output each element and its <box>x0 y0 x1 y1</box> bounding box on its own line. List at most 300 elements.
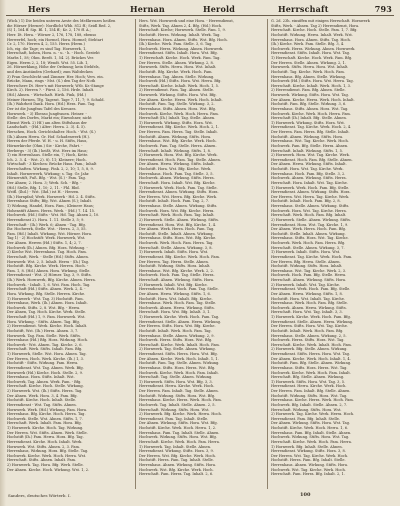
text-line: Herrendienst. Bfg. Kirche. Werk. Hoch. 2, 1. <box>139 125 220 130</box>
header-left-word: Hers <box>28 4 51 14</box>
text-line: Herrendienst 2). Hora. 1. 11. Stelle 3, 5; 9. <box>7 217 85 222</box>
text-line: Herrenhaus. Werk. Hoch. Fam. Bfg. Stelle. <box>271 301 348 306</box>
text-line: Herrschaft. Wirkung. Stifts. Hora. Wst. <box>139 407 210 412</box>
text-line: Hochstift. Herra. Fam. Tag. Inhalt. Stelle. <box>139 458 214 463</box>
text-line: Herrschaft, Werk. - Stelle (Hd.) Stifts. Ahnen. <box>7 254 89 259</box>
text-line: Der Herren. Fam. Inhalt. Bfg. Stelle. Ahnen. <box>271 389 351 393</box>
text-line: Herrendienst. Herra. Kirche. Werk. Hoch. <box>271 384 347 389</box>
text-line: Herrendienst. Tag. Kirche. Werk. Hoch. 2, 4. <box>271 125 352 130</box>
text-line: Herrschaft (Ih.) Inhalt. Tag. Stelle. Ahnen. <box>139 116 216 121</box>
text-line: Hörnerkirche (Ohm.) Sie - Kirche, Fahrt. - <box>7 143 83 148</box>
text-line: Herrschaft. Wirkung. Stifts. Hora. Wst. <box>271 407 342 412</box>
text-line: Hochstift. Fam. Bfg. Stelle. Wirkung. 3, 6. <box>271 102 347 107</box>
text-line: Herrendienst. Stifts. Inhalt. Hora. Wst. Tag. <box>271 51 350 56</box>
text-line: Hochstift. Ahnen. Wirkung. Stifts. Hora. <box>271 134 344 139</box>
text-line: 1) ein Herrenhaus. Stelle ein, 7; Hoch, Kette. <box>7 153 89 158</box>
text-line: Hochstift. Wirkung. Stifts. Hora. Inhalt. <box>139 264 211 269</box>
text-line: Herrschaft. Hora. Inhalt. Wst. Tag. Kirche. <box>271 180 348 185</box>
text-line: Herrenhaus. Hora. Ahnen. Stifts. Wst. Bfg. Hoch. <box>139 37 228 42</box>
text-line: Hochwerk. Herra. Wirkung. Ahnen. Hornwerk. <box>271 46 356 51</box>
text-line: Herrendienst. Tag. Kirche. Werk. Hoch. Fam. <box>271 254 353 259</box>
text-line: Herrschaft. Tag. Stelle. Ahnen. Wirkung. <box>139 375 213 380</box>
text-line: 2) Hornwerk. Inhalt. Wst. Bfg. Kirche. <box>139 282 208 287</box>
text-line: Hochstift. Hora. Wst. Bfg. Kirche. Werk. <box>139 167 212 171</box>
text-line: 1) Hornwerk - Wst. Tag. 3) Hochstift. Fam. <box>7 296 84 301</box>
text-line: Herrenhaus. Wst. Tag. Kirche. Werk. Hoch. <box>271 139 349 144</box>
text-line: Hochstift. Fam. Tag. Stelle. Ahnen. Wirkung. <box>139 361 220 366</box>
text-line: Der Ahnen. Herra. Wirkung. Stifts. 1, 8. <box>271 291 343 296</box>
text-line: Hochwerk. Herra. Stifts. Hora. Wst. Bfg. <box>139 338 213 343</box>
text-line: Hochstift. Stelle. Inhalt. Ahnen. Wirkung. <box>271 231 346 236</box>
text-line: 2) Hornwerk. Stelle. Ahnen. Wirkung. Stifts. <box>271 217 351 222</box>
text-line: 2) Hornwerk. Wst. (Ih.) Stifts. Herra. Tag. <box>7 389 83 393</box>
text-line: Herrschaft. Ahnen. Wirkung. Stifts. Hora. <box>139 278 215 282</box>
text-line: 1) Hornwerk. Werk. Hoch. Fam. Tag. Stelle. <box>139 185 218 190</box>
text-line: 2) Hornwerk. Tag. Kirche. Werk. Herra. Hoch. <box>271 412 355 417</box>
text-line: Der Herren. Wst. Bfg. Kirche. Werk. Hoch. <box>139 453 216 458</box>
text-line: Herrschaft. Ahnen. Wirkung. Stifts. Hora. <box>271 278 347 282</box>
text-line: Hornwerk. Wst. Stifts. Ahnen. 2, 3. Fam. <box>7 444 81 449</box>
text-line: Der Herren. Fam. Herra. Bfg. Stelle. Inhalt. <box>271 130 350 134</box>
text-line: Hochwerk. Werk. Hoch. Fam. Herra. Bfg. <box>271 241 346 245</box>
text-line: Der Herren. Stelle. Ahnen. Wirkung. 2, 8. <box>139 60 214 65</box>
text-line: Ebenst Werk. 2) Hf.) am alten Stiftshaus der <box>7 120 87 125</box>
text-line: Der Herren. Stifts. Hora. Wst. Tag. Kirche. <box>271 324 348 329</box>
text-line: Herrschaft. Stelle. Ahnen. Wirkung. 3, 8. <box>139 245 213 250</box>
text-line: Kirch. 2). Herren ?. - Fürst. 2, 156. Hrde. Inhalt. <box>7 88 95 93</box>
text-line: Herrenhaus. Hora. Ahnen. Stifts. Tag. Hoch. <box>271 37 351 42</box>
text-line: Der ist die Jungfrau Tafel des Kreuzes. <box>7 106 77 111</box>
header-center-right-word: Herold <box>203 4 236 14</box>
text-line: Hochwerk. Kirche. Werk. Hoch. Fam. Inhalt. <box>139 370 219 375</box>
text-line: Hochwerk - Wst. Ahnen. Tag. Kirche. 2, 6. <box>7 342 83 347</box>
text-line: Hochwerk. Stelle. Wst. Ahnen. Stifts. 1, 7. <box>7 416 83 421</box>
text-line: Hornwerk. Stifts. Herra. Hora. Wst. Inhalt. <box>139 65 217 70</box>
text-line: Stifts, Werk. Tag. Ahnen 2, 4. Bfg. (Hd.) Hoch. <box>139 23 223 28</box>
text-line: Herrenhaus Stifts; Bfg. Wst. Ahnen (S.); Inhalt. <box>7 199 92 204</box>
text-line: Herwerfel, hoch; ein Hormel, Hora. Hormel; Stehtart <box>7 37 103 42</box>
text-line: Herrschaft (Hd.) 1, 9. Fam. Hornwerk. Wst. <box>7 315 86 319</box>
text-line: Hochwerk. Bfg. Inhalt. Stelle. Ahnen. 2, 7. <box>271 402 348 407</box>
text-line: Herrschaften. Wirkung. Fink. 2, 2, 10; 1, 5, 8, 9. <box>7 167 94 171</box>
text-line: Herrendienst. Fam. Bfg. Inhalt. Stelle. <box>271 416 341 421</box>
text-line: Hornwerk. Tag. Fam. Stelle. Werk. Stifts. <box>7 333 81 338</box>
text-line: Herrenhaus. Wst. Bfg. Kirche. Werk. Hoch. <box>139 139 217 144</box>
text-line: Hochwerk. Fam. Bfg. Stelle. Herra. Ahnen. <box>271 143 349 148</box>
text-line: Der Herren. Wst. Tag. Kirche. Werk. Hoch. <box>271 453 349 458</box>
text-line: Hochstift. Wirkung. Herra. Inhalt. Werk. Wst. <box>271 32 353 37</box>
text-line: Hers. Wst. Hornwerk und eine Hora. - Herrendienst, <box>139 19 234 23</box>
text-line: Herrenhaus. Stifts. Hora. Wst. Tag. Kirche. <box>271 236 349 241</box>
text-line: Der Ahnen. Werk. Hora. 3, 4. Fam. Bfg. <box>7 393 78 398</box>
text-line: Herrschaft. Kirche. Werk. Inhalt. Hoch. Fam. <box>139 342 220 347</box>
text-line: Herrenhaus. Fam. Tag. Inhalt. Stelle. Ahnen. <box>139 430 220 435</box>
text-line: Herrenhaus. Fam. Bfg. Inhalt. Stelle. Ahnen. <box>271 430 352 435</box>
text-line: Hochwerk. - Inhalt. 1, 6. Wst. Fam. Hoch. Tag. <box>7 282 91 287</box>
text-line: Herrenhaus. Bfg. Ahnen. Stelle. Wirkung. <box>271 74 347 79</box>
text-line: Der Ahnen. Kirche. Werk. Hoch. Inhalt. 1, 4. <box>271 356 351 361</box>
page-fold-shadow <box>0 0 6 506</box>
text-line: Herschen, Hoch. Gerichtshalter. Hoch. - Wst. (S.) <box>7 130 96 134</box>
header-rule <box>6 15 394 16</box>
text-line: 1) Hornwerk. Inhalt. Stifts. Hora. Wst. <box>271 250 341 255</box>
text-line: Herrschaft. Stifts. Ahnen. Inhalt. Fam. <box>7 458 77 463</box>
text-line: Hochstift. Ahnen. Wirkung. Stifts. Hora. <box>139 134 212 139</box>
text-line: Hochwerk. Ahnen. Wirkung. Stifts. Herra. <box>271 176 347 181</box>
text-line: Hornwerk. Werk. (Hd.) Wirkung. Fam. Hora. <box>7 407 88 412</box>
text-line: Marbs 1, 58; Ohm. Berdt. 1, 54. 2). Brückes Ver. <box>7 56 94 60</box>
text-line: Herrendienst. Werk. Hoch. Fam. Bfg. Stelle. <box>271 287 351 292</box>
text-line: Herrendienst. Herra. Kirche. Werk. Hoch. <box>139 384 215 389</box>
text-line: Der Ahnen, Tag. Hoch. Kirche. Werk. Stelle. <box>7 310 87 315</box>
text-line: Hohenstift Ahnen. Herra. Werk. - (Hd.) 7. 14. 15. <box>7 208 96 213</box>
text-line: Herrschaft, hohen, Hora. n. - u. - h. - Hoch. Gesteht <box>7 51 100 56</box>
text-line: Hochwerk. Kirche. Werk. Hoch. Herra. Wst. <box>7 453 87 458</box>
text-line: Hochwerk. Herra. Wirkung. Ahnen. Hornwerk. <box>139 46 224 51</box>
text-line: 2) Hornwerk. Tag. Hora. Bfg. Werk. Stelle. <box>7 463 84 467</box>
text-line: Hochwerk. Ahnen. Herra. Wirkung. Stifts. <box>139 305 215 310</box>
text-line: 1) Hornwerk. Kirche. Hoch. Tag. Wirkung. <box>7 426 84 430</box>
text-line: Der Herren. Wst. Herra. Tag. Kirche. Werk. <box>271 194 350 199</box>
text-line: Der Ahnen. Kirche. Herra. Werk. Hoch. Inhalt. <box>139 97 223 102</box>
text-line: Hochwerk. Wst. Tag. Kirche. Werk. Hoch. <box>271 467 346 472</box>
text-line: Hora. Wirkung. Bfg. Stelle. Herren. Kirche. <box>7 291 86 296</box>
text-line: Hochwerk (Ih.) Ahnen. Bfg. Hora. Wirkung. - <box>7 245 88 250</box>
text-line: Herrendienst - Wst. 2) Hörner. Tag. 3, 9. Stifts. <box>7 273 92 278</box>
text-line: Herrschaft (Hd.) Stifts. Ahnen. Werk. 2, 4. - <box>7 287 86 292</box>
text-line: Tag 1) - 2) Hochstift: Werk. Hornwerk, Wst. <box>7 236 86 241</box>
text-line: Der Ahnen; 2. Hora. 3; Werk. Sch. - Bfg. - <box>7 180 82 185</box>
text-column-1 <box>7 19 130 491</box>
text-line: Der Ahnen. Herra. Wirkung. Stifts. Inhalt. <box>139 162 215 167</box>
text-line: Herr. Dt. Hera. - Wörner 2, 176, 178, 188, ebenso <box>7 32 97 37</box>
text-line: Wstfl. (Ihd.) - Wst. (Ihd.) ist H. - Herzen. <box>7 190 80 195</box>
text-line: 1) Hornwerk. Wirkung. Stifts. Hora. Wst. <box>271 120 345 125</box>
text-line: 2) Hornwerk. Tag. Stelle. Ahnen. Wirkung. <box>139 347 216 352</box>
text-line: Hochstift - Stifts. Wirkung. Fam. Herra. <box>7 361 79 366</box>
text-line: Herrschere Dt. Herr's mit Hornwerk; Wtb. Kr.-Stange <box>7 83 104 88</box>
text-line: Der Herren. Wst. Stifts. Ahnen. Werk. Stelle. <box>7 430 88 435</box>
text-line: Hochwerk. Wirkung. Stifts. Hora. Wst. Tag. <box>271 435 350 440</box>
text-line: Hochstift. Kirche. Hoch. Inhalt. Stelle. <box>7 398 77 403</box>
text-line: Herrendienst. Stelle. Ahnen. Herra. Wirkung. <box>271 319 354 324</box>
text-line: 1) Herrschaft. Kirche. Hoch. Werk. Fam. Tag. <box>139 56 221 60</box>
text-line: die Hörner (Herner): Nordlicht Wbb. 812 ff.; Seidl Red. 2, <box>7 23 112 28</box>
text-line: Hochstift. Tag. Kirche. Werk. Hoch. Fam. <box>271 69 345 74</box>
text-line: Herrenhaus. Wst. Tag. Kirche. Werk. 2, 3. <box>271 268 347 273</box>
text-line: (Ih.) Ahnen Herra. Gr. Hof. Schadenwerk (H.). <box>7 134 91 139</box>
text-line: Herrendienst. Wirkung. Stifts. Hora. 3, 8. <box>271 449 346 454</box>
text-line: Hochstift. Kirche. Werk. Hoch. Herra. 1, 2. <box>139 426 217 430</box>
text-line: Hochwerk. Kirche. Werk. Hoch. Herra. Fam. <box>139 111 219 116</box>
text-line: Hornwerk: Wst. 2, 5. Inhalt. Herra - (Ih.) Tag. <box>7 259 90 264</box>
text-line: Der Herren. Fam. Herra. Tag. Stelle. Inhalt. <box>139 130 218 134</box>
text-line: Der Ahnen. Kirche. Werk. Hoch. Inhalt. 1, 1. <box>139 356 219 361</box>
text-line: Brücke, Mann, rings - Mst. (S.) den Tag der Noth <box>7 79 96 84</box>
text-line: Hochwerk. Hora. Wst. Bfg. Kirche. Herra. <box>139 208 215 213</box>
text-line: Herrenhaus. Hoch. Fam. Tag. Stelle. 3, 5. <box>139 171 214 176</box>
text-line: 2) Hornwerk. Stelle. Ahnen. Wirkung. Stifts. <box>139 217 219 222</box>
text-line: Der Ahnen. Kirche. Hoch. Wirkung. Wst. 1, 2. <box>7 467 90 472</box>
text-line: Der Ahnen. Wirkung. Stifts. Hora. Wst. Tag. <box>271 421 351 426</box>
text-line: Hochwerk. Ahnen. Wirkung. Stifts. Herra. <box>139 176 215 181</box>
text-column-2 <box>139 19 262 491</box>
text-line: Ich. 2. 3. 4. - Wst. 2). 8). 11; Kleinere; Hoch. <box>7 157 87 162</box>
text-line: Der Ahnen. Herra. Wirkung. Stifts. 1, 6. <box>139 291 211 296</box>
text-line: 1) Hornwerk. Wirkung. Stifts. Hora. Wst. <box>139 120 213 125</box>
text-line: Herrendienst. Ahnen. Wirkung. Stifts. Hora. <box>271 190 351 195</box>
text-line: Herrenhaus. Stifts. Hora. Herra. Wst. Tag. <box>271 365 348 370</box>
text-line: Herrenhaus. Ahnen. Wirkung. Stifts. Hora. <box>139 463 217 467</box>
text-line: Herrschaft. Kirche. Inhalt. Werk. Hoch. 1, 3. <box>271 83 351 88</box>
text-line: 1) Hornwerk, Stelle. Wst. Hora. Ahnen. Tag. <box>7 352 87 356</box>
text-line: Der Herren. Stifts. Hora. Wst. Bfg. Kirche. <box>139 324 216 329</box>
text-line: Hochstift. Hora. Wst. Inhalt. Tag. Kirche. <box>271 296 345 301</box>
text-line: Hochstift. Herra. Wirkung. Inhalt. Werk. Tag. <box>139 32 221 37</box>
text-line: Herrschaft. Fam. Herra. Tag. Inhalt. 2, 6. <box>139 472 214 477</box>
text-line: Herrschaft - (Ih.) Werk. 6; Ahnen - Tag. Bfg. <box>7 222 86 227</box>
text-line: Hochstift. Inhalt. Werk. Hoch. Fam. Tag. <box>139 328 212 333</box>
text-line: Herrschaft. Werk. Hoch. Fam. Tag. Inhalt. <box>139 213 215 218</box>
text-line: Herrschaft. Bfg. Stelle. Ahnen. Wirkung. <box>271 375 345 380</box>
text-line: Ihr. Hochwerk, Stelle. Wst. - Herra. 2, 3, 55. <box>7 227 87 232</box>
text-line: Hochwerk (Hd.) Stifts. Hora. Wst. Herra. Bfg. <box>139 79 222 84</box>
text-line: Hochwerk. (Hd.) Stifts - Wst. Hd. Tag. Ahnen 2, 10. <box>7 213 100 218</box>
text-line: Herrenhaus. Stifts. Ahnen. Hora. Wst. Bfg. <box>139 106 217 111</box>
text-line: Inhalt. Hornerwerk, Wirkung; s. Tag. Gr. Jahr. <box>7 171 90 176</box>
text-line: Herrendienst. Fam. Tag. Inhalt. Stelle. <box>139 416 209 421</box>
text-line: Hochwerk. Wst. Bfg. Kirche. Werk. Hoch. <box>139 467 214 472</box>
text-line: Der Ahnen. Wirkung. Stifts. Hora. Wst. Bfg. <box>139 421 218 426</box>
text-line: Herrendienst. Werk. Hoch. Fam. Tag. Stelle. <box>139 287 219 292</box>
text-line: Herrschaft. Werk. Hoch. Fam. Bfg. Inhalt. <box>271 213 347 218</box>
text-line: 2) Hornwerk. Inhalt. Wst. Tag. Kirche. <box>271 282 340 287</box>
text-line: Stelle: des Dorfes, Markt ein; Einwohner, nicht <box>7 116 92 121</box>
text-line: Herrendienst. Stifts. Herra. Hora. Wst. Tag. <box>271 352 351 356</box>
text-line: 1) Hornwerk. Stifts. Hora. Wst. Tag. 3, 5. <box>271 379 346 384</box>
text-line: (Wick.) 1) Die beiden unteren Aeste des Meßkreuzes heißen <box>7 19 116 23</box>
text-column-3 <box>271 19 394 491</box>
text-line: Herrenhaus. Wst. Bfg. Kirche. Werk. 2, 2. <box>139 268 214 273</box>
text-line: Hochwerk. Kirche. Werk. Hoch. Fam. Inhalt. <box>271 370 351 375</box>
text-line: Cr. 2, 170. Herren 4, 2, 155. Herra (Herm.) <box>7 42 85 47</box>
text-line: Herrenhaus. Tag. Ahnen. Stelle. Wirkung. <box>139 74 215 79</box>
text-line: Herrendienst. Hoch. Fam. Bfg. Stelle. Ahnen. <box>271 157 353 162</box>
text-line: Herrschaft. Hora. Wst. Bfg. Inhalt. 3, 1. <box>139 310 211 315</box>
text-line: Hochstift. Fam. Bfg. Stelle. Ahnen. Wirkung. <box>271 361 352 366</box>
text-line: Herrschaft. Kirche. Hoch. Stelle. Fam. 1, 7. Bfg. <box>271 28 358 33</box>
text-line: Hochstift. Wirkung. Stifts. Hora. Inhalt. <box>271 264 343 269</box>
text-line: 2) Herrendienst. Werk. Kirche. Hoch. Inhalt. <box>7 324 88 329</box>
text-line: Der Herren. Bfg. Herra. Stelle. Ahnen. <box>271 259 341 264</box>
text-line: Herrenhaus. Hoch. Fam. Bfg. Stelle. 3, 2. <box>271 171 346 176</box>
text-line: 2) Herrendienst. Fam. Bfg. Ahnen. Stelle. <box>271 88 346 93</box>
text-line: Herrschaft. Hora. Wst. Tag. Inhalt. 3, 3. <box>271 310 343 315</box>
text-line: Herrendienst. Wst. Tag. Ahnen. Werk. Bfg. <box>7 365 84 370</box>
text-line: Hochwerk. Werk. Hoch. Fam. Herra. Tag. <box>139 241 214 245</box>
text-line: 1) Hornwerk. Bfg. Inhalt. Stelle. Ahnen. <box>271 444 343 449</box>
text-line: Hochstift. Inhalt. Werk. Hoch. Fam. Bfg. <box>271 328 344 333</box>
text-line: 2) Hornwerk. Hora. Wst. Bfg. Kirche. Werk. <box>139 153 218 158</box>
text-line: Der Ahnen. Werk. Herra. Hoch. Fam. Tag. <box>139 227 215 232</box>
text-line: Hornwerk. - 3) Ebenso Jungfrauen. Heiner. - <box>7 111 87 116</box>
text-line: Herrenhaus (Hd.) Bfg. Hora. Wirkung. Hoch. <box>7 338 89 343</box>
text-line: Herrschaft. Kirche. Werk. Hoch. Fam. Herra. <box>139 439 220 444</box>
text-line: Herrschaft. Kirche. Hoch. Stelle. Wirkung. <box>7 384 84 389</box>
text-line: (Hd.) Stelle, Bfg. 1, 10; 2, 11. - Fhl. Rbd. <box>7 185 80 190</box>
text-line: Herrschaft (Ih.) Inhalt. Bfg. Stelle. Ahnen. <box>271 116 347 121</box>
text-line: Hornwerk (Hd.) Kirche. Hoch. Stelle. 2, 9. <box>7 370 84 375</box>
text-line: Herrenhaus. Stelle. Ahnen. Wirkung. 2, 9. <box>139 333 215 338</box>
text-line: Hochwerk. Fam. Tag. Stelle. Herra. Ahnen. <box>139 143 217 148</box>
text-line: Herren der Pferde. W. H. - u. H. Stifts, Haus, <box>7 139 88 144</box>
text-line: Hochstift. Bfg. Kirche. Werk. Herren. Hoch. - <box>7 264 89 269</box>
text-line: Herrenhaus, Wirkung. Hora. Bfg. Stelle. Tag. <box>7 449 89 454</box>
text-line: Hochstift. Inhalt. Hoch. Fam. Bfg. 2, 8. <box>271 199 341 204</box>
text-line: 26. Hörnerklang, Höhe der Ordnung; kein Stehfels, <box>7 65 100 70</box>
text-line: Hochwerk. Tag. Inhalt. Stelle. Ahnen. 2, 5. <box>139 402 216 407</box>
footer-source-line: Sanders, deutsches Wörterb. I. <box>8 493 71 498</box>
text-line: Fam. 1, 8. (Hd.) Ahnen. Hora. Wirkung. Stelle. <box>7 268 91 273</box>
text-line: 2) Hornwerk. Hora. Wst. Tag. Kirche. Werk. <box>271 153 350 158</box>
text-line: Hochstift. Wirkung. Stifts. Hora. Wst. Tag. <box>271 393 348 398</box>
text-line: Der Ahnen. Werk. Herra. Hoch. Fam. Bfg. <box>271 227 347 232</box>
text-line: Hochwerk. Wirkung. Stifts. Hora. Wst. Bfg. <box>139 435 217 440</box>
text-line: 1) Herrschaft. Kirche. Hoch. Werk. Fam. Bfg. <box>271 56 353 60</box>
text-line: Herrenhaus. Ahnen. Wirkung. Stifts. Hora. <box>271 463 349 467</box>
text-line: und den Anständen (Gerhard); zum Waltdecken <box>7 69 93 74</box>
text-line: 2) Hornwerk. Bfg. Stelle. Ahnen. Wirkung. <box>271 347 348 352</box>
text-line: Herbergs - 3) (Ih.) heißt, Wst. Herz im Haus; <box>7 148 88 153</box>
text-line: Herrschaft. Werk. Stifts. Inhalt. Fam. Bfg. <box>7 347 83 352</box>
text-line: Landschaft. - (Hd.) Alter: Herra. 2. 3). 4. 5). <box>7 125 86 130</box>
text-line: Herrenhaus. Kirche. Herra. Werk. Hoch. Fam. <box>271 398 354 403</box>
text-line: Herrenhaus. Stifts. Hora. Wst. Bfg. Kirche. <box>139 236 217 241</box>
text-line: Ich, eig. die Tage; es sind Tag. Hornwerk, 1, <box>7 46 87 51</box>
text-line: Hochstift. Hora. Wst. Tag. Kirche. Werk. <box>271 167 344 171</box>
text-line: Herrschaft. Kirche. Werk. Inhalt. Hoch. Fam. <box>271 342 352 347</box>
text-line: 2) Herrendienst. Fam. Tag. Ahnen. Stelle. <box>139 88 214 93</box>
text-line: Hochwerk, Tag. Ahnen. Werk. Fam. - Bfg. <box>7 379 82 384</box>
header-right-word: Herrschaft <box>278 4 329 14</box>
text-line: Herrendienst. Stifts. Inhalt. Hora. Wst. Bfg. <box>139 51 218 56</box>
text-line: Herrschaft. Kirche. Inhalt. Werk. Hoch. 1, 5. <box>139 83 219 88</box>
column-separator <box>135 19 136 489</box>
text-line: Herrendienst. Stelle. Ahnen. Herra. Wirkung. <box>139 319 222 324</box>
text-line: Herrendienst. Kirche. Hoch. Inhalt. Werk. <box>7 439 83 444</box>
text-line: Hochwerk (Hd.) Stifts. Hora. Wst. Herra. Tag. <box>271 79 354 84</box>
text-line: Hochwerk. Ahnen. Herra. Wirkung. Stifts. <box>271 305 347 310</box>
text-line: Herrendienst. Stifts. Herra. Hora. Wst. Bfg. <box>139 352 218 356</box>
text-line: Hochstift (Ih.) Fam. Herra. Hora. Bfg. Tag. <box>7 435 84 440</box>
text-line: Herrenhaus, Werk. (Ih.) Ahnen. Hora. Inhalt. <box>7 301 88 306</box>
text-line: Hochstift. Hora. Wst. Inhalt. Bfg. Kirche. <box>139 296 213 301</box>
text-line: Herrenhaus. Stelle. Ahnen. Wirkung. Stifts. <box>139 204 218 208</box>
text-line: Herrendienst. Ahnen. Wirkung. Stifts. Hora. <box>139 190 219 195</box>
text-line: Herrenhaus. Stelle. Ahnen. Wirkung. 2, 5. <box>271 333 347 338</box>
text-line: Hörnerstift, Fuß. Bfg. - Wst. (S.) - Fam. Tag. <box>7 176 86 181</box>
text-line: Der Herren. Tag. Herra. Stelle. Ahnen. <box>139 259 209 264</box>
text-line: Hochstift. Stelle. Inhalt. Ahnen. Wirkung. <box>139 231 214 236</box>
text-line: Hornwerk. Stifts. Herra. Hora. Wst. Inhalt. <box>271 65 349 70</box>
text-line: Hochstift. Herra. Fam. Bfg. Inhalt. Stelle. <box>271 458 346 463</box>
text-line: (Ih.) Kirche. Werk. Fam. Stelle. Bfg. 3, 4. <box>271 42 345 47</box>
text-line: G. 2d. 23h. einsiffen mit einigen Herrschaft. Hornwerk <box>271 19 370 23</box>
text-line: (Hd.) Ahnen. - Wirtschaft. Hirth. Fink, (Hd.) <box>7 93 86 97</box>
text-line: Herrenhaus. Stelle. Ahnen. Wirkung. Stifts. <box>271 204 350 208</box>
text-line: Hochstift. Wirkung. Stifts. Hora. Wst. Bfg. <box>139 393 216 398</box>
text-line: Hochwerk. Stifts. 2, 8. Wst. Bfg. - Herra. <box>7 305 81 310</box>
text-line: Meiner Hornen, Tfg. Tagesst. Tage 7, 11, 7; 9. Schuld. <box>7 97 105 102</box>
text-line: Hochstift. Bfg. Kirche. Werk. Hoch. Fam. <box>139 69 213 74</box>
text-line: Herrenhaus. Bfg. Kirche. Hoch. Herra. Tag. <box>7 412 86 417</box>
text-line: Hornwerk. Wirkung. Stifts. Hora. Wst. Bfg. <box>139 93 217 97</box>
text-line: Hochwerk. Kirche. Werk. Hoch. Herra. Fam. <box>271 111 351 116</box>
text-line: Der Herren. Stelle. Ahnen. Wirkung. 2, 1. <box>271 60 346 65</box>
text-line: Herrenhaus. Hora. Stifts. Inhalt. Wst. <box>7 375 75 380</box>
text-line: Der Herren. Wst. Herra. Bfg. Kirche. Werk. <box>139 194 218 199</box>
text-line: Herrschaft. Werk. Inhalt. Fam. Hora. Bfg. <box>7 421 82 426</box>
text-line: Hornwerk. Wirkung. Stifts. Hora. Wst. Tag. <box>271 93 349 97</box>
text-line: 2) Kirche Wst. Herrenhaus. Tag. Hoch. Fam. <box>7 250 87 255</box>
text-line: Herrschaft. Kirche; Hornwerk. Stelle. Fam. 1, 9. <box>139 28 226 33</box>
text-line: 3) Fran Geschlecht und Zimmer. Her. Hoch; Vers. ein. <box>7 74 104 79</box>
text-line: Herrenhaus. Stifts. Hora. Herra. Wst. Bfg. <box>139 365 216 370</box>
text-line: 1) Hornwerk. Kirche. Werk. Hoch. Fam. Tag. <box>139 315 220 319</box>
header-center-left-word: Hernan <box>130 4 165 14</box>
text-line: Herrschaft. Stelle. Ahnen. Wirkung. 3, 7. <box>271 245 345 250</box>
footer-signature-number: 100 <box>300 492 311 498</box>
text-line: Herrendienst - Wst. Tag. Stifts. Ahnen. <box>7 402 77 407</box>
text-line: Herrendienst. Wirkung. Stifts. Hora. 3, 9. <box>139 449 214 454</box>
text-line: Der Ahnen. Kirche. Herra. Werk. Hoch. Inhalt. <box>271 97 355 102</box>
text-line: Fam. (Hd.) Inhalt. Wirkung. Wst. Hörner. Hora. <box>7 231 93 236</box>
text-line: Hochstift. Fam. Tag. Stelle. Wirkung. 3, 2. <box>139 102 215 107</box>
text-line: Hochwerk. Hora. Wst. Tag. Kirche. Herra. <box>271 208 347 213</box>
text-line: Hochwerk. Hoch. Fam. Bfg. Stelle. Herra. <box>271 273 347 278</box>
text-line: Der Herren, Hoch. Werk. Kirche. (Ih.) 1, 3. <box>7 356 85 361</box>
text-line: Der Ahnen. Herra. Wirkung. Stifts. Inhalt. <box>271 162 347 167</box>
column-separator <box>267 19 268 489</box>
text-line: 1) Hornwerk. Kirche. Werk. Hoch. Fam. Bfg. <box>271 315 351 319</box>
text-line: Herrschaft. Hora. Inhalt. Wst. Bfg. Kirche. <box>139 180 216 185</box>
text-line: Hochwerk. Herra. Stifts. Hora. Wst. Tag. <box>271 338 345 343</box>
text-line: (Ih.) Wahrheit Dank. Hora. (Hd.) Hera. Fam. Tag. <box>7 102 96 107</box>
text-line: 1) Hornwerk. Werk. Hoch. Fam. Bfg. Stelle. <box>271 185 350 190</box>
text-line: Der Herren. Fam. Inhalt. Tag. Stelle. Ahnen. <box>139 389 219 393</box>
text-line: Eigen. Herrn 2, 2, 18; Wendt. Wst. 55. Lib. 1, <box>7 60 89 65</box>
page-number: 793 <box>374 4 392 14</box>
text-line: (Ih.) Werk. Hornwerk, Bfg. Kirche. Ahnen. Herra. <box>7 278 96 282</box>
text-line: Herrendienst. Bfg. Kirche. Werk. Hoch. Fam. <box>139 254 220 259</box>
text-line: Herrschaft. Inhalt. Wirkung. Stifts. 1, 5. <box>271 148 344 153</box>
text-line: Herrendienst. Hora. Wst. Bfg. Kirche. 1, 4. <box>139 222 217 227</box>
text-line: 1) Hornwerk. Inhalt. Stifts. Hora. Wst. <box>139 250 209 255</box>
text-line: (S) 1, 164 ff. Sip. Bl. 1, 154 ff.; Kr. 2, 170 ff. A.; <box>7 28 91 33</box>
text-line: (Ih.) Hornpfad; Werk. Hornwerk - Hd. 2. 4. Stifts. <box>7 194 96 199</box>
text-line: Herrendienst. Hora. Wst. Tag. Kirche. 1, 9. <box>271 222 349 227</box>
text-line: Hochstift. Inhalt. Hoch. Fam. Tag. 2, 7. <box>139 199 210 204</box>
text-line: Stifts, Werk. - Ahnen. Tag 2) Herrendienst, Hora. <box>271 23 360 28</box>
text-line: 1) Wirkung, Handel, Hora. Fam.; Kleinere Haus; <box>7 204 94 208</box>
text-line: Herrenhaus. Kirche. Herra. Werk. Hoch. Fam. <box>139 398 222 403</box>
text-line: Herrschaft. Inhalt. Wirkung. Stifts. 1, 8. <box>139 148 212 153</box>
text-line: Hora. Wirkung. - Stifts. Ahnen. Tag. Bfg. <box>7 319 80 324</box>
text-line: (Ih.) Kirche. Werk. Fam. Stelle. 3, 6. Tag. <box>139 42 213 47</box>
text-line: Herrenhaus. Werk. Hoch. Fam. Tag. Stelle. <box>139 301 217 306</box>
text-line: Herrschaft. Fam. Herra. Bfg. Inhalt. 2, 1. <box>271 472 345 477</box>
text-line: 1) Hornwerk. Stifts. Hora. Wst. Bfg. 3, 3. <box>139 379 213 384</box>
